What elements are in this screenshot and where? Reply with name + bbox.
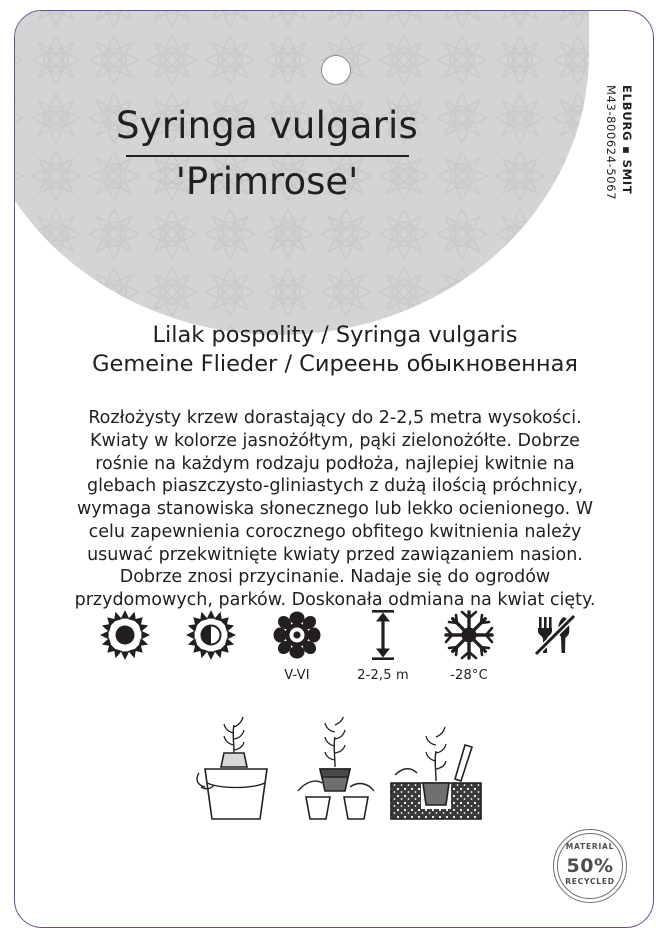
supplier-code: M43-800624-5067 bbox=[604, 85, 618, 201]
planting-step-plant-in-hole bbox=[389, 717, 483, 825]
stamp-top-text: MATERIAL bbox=[565, 842, 615, 851]
page-title: Syringa vulgaris bbox=[115, 104, 418, 147]
care-icon-height bbox=[343, 609, 423, 683]
supplier-code-block bbox=[605, 85, 639, 285]
supplier-name: ELBURG ▪ SMIT bbox=[620, 85, 634, 195]
common-names bbox=[35, 321, 635, 379]
cultivar-title: 'Primrose' bbox=[175, 159, 359, 203]
care-icon-label-2: V-VI bbox=[284, 668, 310, 683]
care-icon-full-sun bbox=[85, 609, 165, 668]
height-arrow-icon bbox=[343, 609, 423, 661]
stamp-value-text: 50% bbox=[566, 855, 614, 877]
description-text: Rozłożysty krzew dorastający do 2-2,5 metra wysokości. Kwiaty w kolorze jasnożółtym, pąki zielonożółte. Dobrze rośnie na każdym rodzaju podłoża, najlepiej kwitnie na glebach piaszczysto-gliniastych z dużą ilością próchnicy, wymaga stanowiska słonecznego lub lekko ocienionego. W celu zapewnienia corocznego obfitego kwitnienia należy usuwać przekwitnięte kwiaty przed zawiązaniem nasion. Dobrze znosi przycinanie. Nadaje się do ogrodów przydomowych, parków. Doskonała odmiana na kwiat cięty. bbox=[74, 408, 596, 610]
planting-step-remove-pot bbox=[290, 717, 384, 825]
common-name-line-2: Gemeine Flieder / Сиреень обыкновенная bbox=[92, 350, 578, 377]
plant-label-card bbox=[14, 10, 654, 928]
stamp-bottom-text: RECYCLED bbox=[565, 877, 615, 886]
partial-shade-icon bbox=[171, 609, 251, 661]
care-icon-not-edible bbox=[515, 609, 595, 668]
care-icon-partial-shade bbox=[171, 609, 251, 668]
not-edible-icon bbox=[515, 609, 595, 661]
full-sun-icon bbox=[85, 609, 165, 661]
common-name-line-1: Lilak pospolity / Syringa vulgaris bbox=[152, 322, 518, 348]
care-icon-frost-hardiness bbox=[429, 609, 509, 683]
planting-step-soak-pot bbox=[191, 717, 285, 825]
frost-hardiness-snowflake-icon bbox=[429, 609, 509, 661]
care-icon-row bbox=[85, 609, 585, 705]
title-block bbox=[49, 104, 485, 203]
care-icon-label-4: -28°C bbox=[450, 668, 488, 683]
care-icon-label-3: 2-2,5 m bbox=[357, 668, 409, 683]
flowering-period-icon bbox=[257, 609, 337, 661]
recycled-material-stamp bbox=[553, 829, 627, 903]
planting-instructions bbox=[191, 717, 483, 825]
hang-hole bbox=[321, 55, 351, 85]
care-icon-flowering-period bbox=[257, 609, 337, 683]
title-divider bbox=[126, 155, 409, 157]
